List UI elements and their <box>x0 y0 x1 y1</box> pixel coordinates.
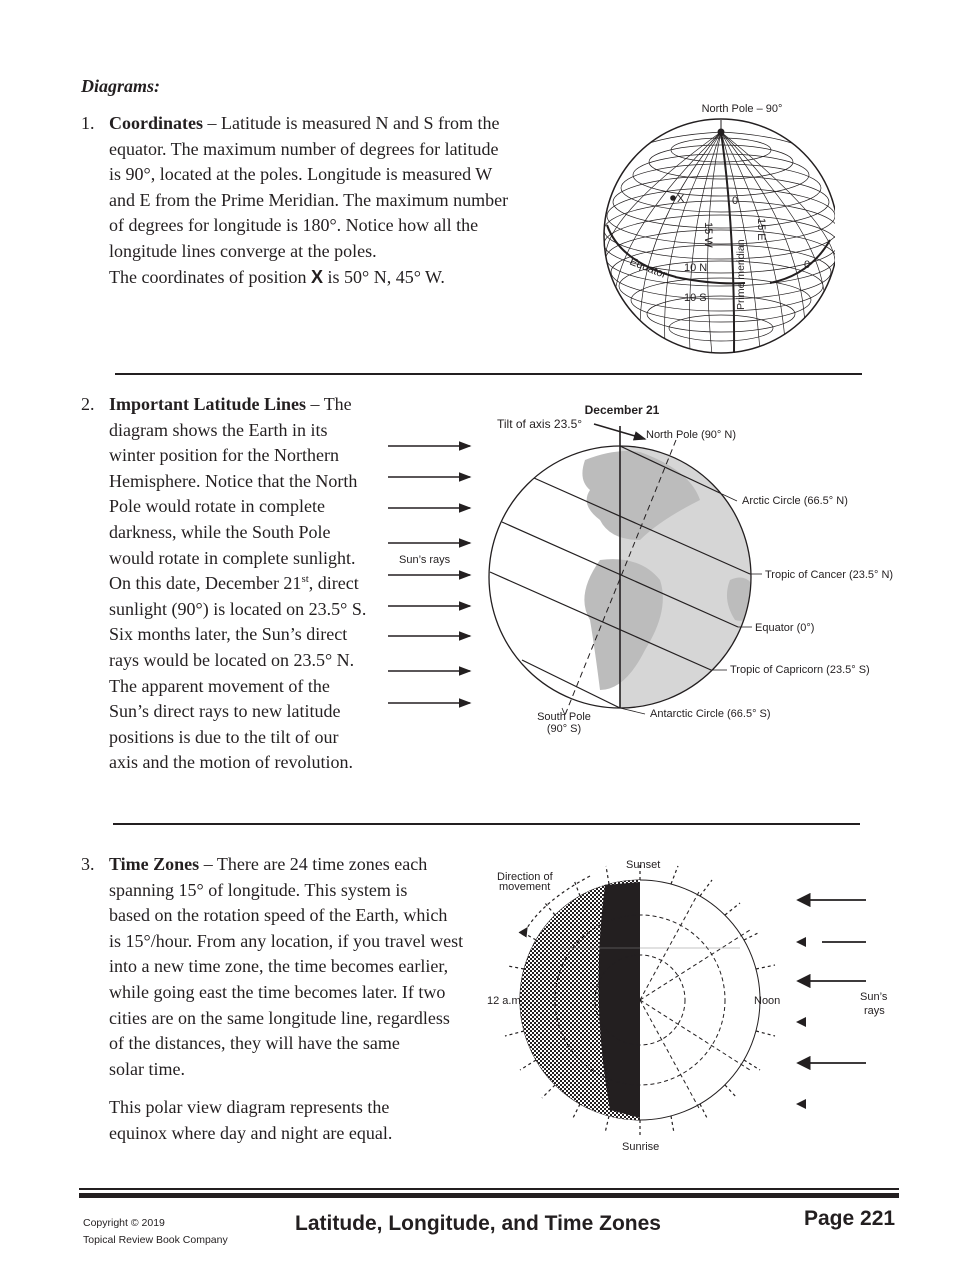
text-line: darkness, while the South Pole <box>109 521 331 542</box>
text-line: Pole would rotate in complete <box>109 496 325 517</box>
date-line: On this date, December 21st, direct <box>109 573 359 594</box>
item-title: Time Zones <box>109 854 200 874</box>
suns-rays-label-1: Sun’s <box>860 991 888 1003</box>
publisher-line: Topical Review Book Company <box>83 1234 228 1246</box>
footer-rule-thick <box>79 1193 899 1198</box>
arctic-circle-label: Arctic Circle (66.5° N) <box>742 495 848 507</box>
text-line: Hemisphere. Notice that the North <box>109 470 358 491</box>
copyright-line: Copyright © 2019 <box>83 1217 165 1229</box>
antarctic-circle-label: Antarctic Circle (66.5° S) <box>650 708 771 720</box>
text-line: rays would be located on 23.5° N. <box>109 649 355 670</box>
text-line: positions is due to the tilt of our <box>109 726 339 747</box>
item-number: 3. <box>81 854 95 874</box>
equator-label: Equator (0°) <box>755 622 815 634</box>
text-line: diagram shows the Earth in its <box>109 419 328 440</box>
text-line: sunlight (90°) is located on 23.5° S. <box>109 598 367 619</box>
suns-rays-label: Sun’s rays <box>399 554 451 566</box>
15e-label: 15 E <box>755 218 767 241</box>
text-line: Sun’s direct rays to new latitude <box>109 701 341 722</box>
south-pole-label: South Pole <box>537 711 591 723</box>
15w-label: 15 W <box>702 222 714 248</box>
text-line: equinox where day and night are equal. <box>109 1122 393 1143</box>
right-label: Noon <box>754 995 781 1007</box>
sun-ray-arrows <box>388 446 470 703</box>
suns-rays-label-2: rays <box>864 1005 885 1017</box>
equator-label: Equator <box>627 255 669 282</box>
december-21-title: December 21 <box>584 403 660 417</box>
item-time-zones <box>81 852 501 1152</box>
section-divider <box>113 823 860 825</box>
top-label: Sunset <box>626 859 661 871</box>
text-line: is 90°, located at the poles. Longitude is measured W <box>109 164 493 185</box>
text-line: This polar view diagram represents the <box>109 1097 390 1118</box>
item-title: Important Latitude Lines <box>109 394 307 414</box>
december-21-earth-diagram <box>380 395 910 740</box>
footer-rule-thin <box>79 1188 899 1190</box>
copyright <box>83 1215 228 1249</box>
10n-label: 10 N <box>684 262 708 274</box>
south-pole-degrees: (90° S) <box>546 723 582 735</box>
text-line: spanning 15° of longitude. This system is <box>109 879 408 900</box>
north-pole-label: North Pole – 90° <box>701 103 783 115</box>
text-line: equator. The maximum number of degrees for latitude <box>109 138 499 159</box>
zero-right-label: 0 <box>804 259 811 271</box>
chapter-title: Latitude, Longitude, and Time Zones <box>295 1212 661 1235</box>
10s-label: 10 S <box>684 292 707 304</box>
text-line: The apparent movement of the <box>109 675 330 696</box>
text-line: cities are on the same longitude line, regardless <box>109 1007 450 1028</box>
text-line: of the distances, they will have the same <box>109 1033 400 1054</box>
prime-meridian-label: Prime meridian <box>735 239 747 310</box>
text-line: into a new time zone, the time becomes earlier, <box>109 956 449 977</box>
text-line: is 15°/hour. From any location, if you travel west <box>109 930 464 951</box>
position-x-label: X <box>677 193 685 205</box>
text-line: axis and the motion of revolution. <box>109 752 353 773</box>
text-line: would rotate in complete sunlight. <box>109 547 356 568</box>
text-line: – There are 24 time zones each <box>199 854 428 874</box>
text-line: and E from the Prime Meridian. The maximum number <box>109 189 509 210</box>
north-pole-label: North Pole (90° N) <box>646 429 736 441</box>
coordinates-statement: The coordinates of position X is 50° N, 45° W. <box>109 266 445 287</box>
item-coordinates <box>81 111 551 291</box>
section-heading: Diagrams: <box>81 76 161 96</box>
bottom-label: Sunrise <box>622 1141 660 1153</box>
text-line: – The <box>306 394 352 414</box>
item-latitude-lines <box>81 392 401 782</box>
text-line: of degrees for longitude is 180°. Notice how all the <box>109 215 479 236</box>
tropic-capricorn-label: Tropic of Capricorn (23.5° S) <box>730 664 870 676</box>
section-divider <box>115 373 862 375</box>
text-line: – Latitude is measured N and S from the <box>203 113 500 133</box>
text-line: longitude lines converge at the poles. <box>109 240 377 261</box>
item-number: 1. <box>81 113 95 133</box>
tropic-cancer-label: Tropic of Cancer (23.5° N) <box>765 569 894 581</box>
polar-view-time-zone-diagram <box>485 850 905 1160</box>
tilt-label: Tilt of axis 23.5° <box>497 417 583 431</box>
item-title: Coordinates <box>109 113 203 133</box>
globe-coordinates-diagram <box>595 95 835 360</box>
text-line: Six months later, the Sun’s direct <box>109 624 348 645</box>
direction-label-2: movement <box>499 881 551 893</box>
text-line: winter position for the Northern <box>109 445 339 466</box>
left-label: 12 a.m. <box>487 995 524 1007</box>
item-number: 2. <box>81 394 95 414</box>
text-line: solar time. <box>109 1058 185 1079</box>
zero-top-label: 0 <box>732 195 739 207</box>
page-number: Page 221 <box>804 1207 896 1230</box>
text-line: based on the rotation speed of the Earth, which <box>109 905 448 926</box>
direction-label-1: Direction of <box>497 871 553 883</box>
text-line: while going east the time becomes later. If two <box>109 981 446 1002</box>
